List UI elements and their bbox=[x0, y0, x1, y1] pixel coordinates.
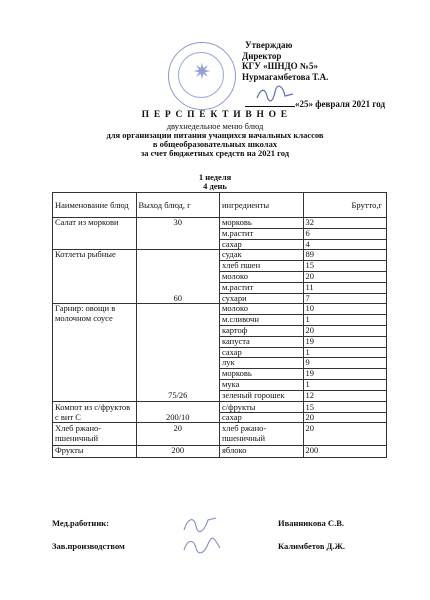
ingredient-gross: 4 bbox=[303, 239, 387, 250]
ingredient-name: судак bbox=[220, 250, 304, 261]
ingredient-name: хлеб ржано-пшеничный bbox=[220, 423, 304, 446]
approval-line-1: Утверждаю bbox=[245, 40, 293, 50]
dish-yield: 75/26 bbox=[136, 304, 220, 401]
ingredient-gross: 9 bbox=[303, 358, 387, 369]
ingredient-gross: 19 bbox=[303, 369, 387, 380]
header-dish: Наименование блюд bbox=[53, 193, 137, 218]
dish-name: Компот из с/фруктов с вит С bbox=[53, 401, 137, 423]
dish-name: Котлеты рыбные bbox=[53, 250, 137, 304]
ingredient-gross: 11 bbox=[303, 282, 387, 293]
dish-yield: 20 bbox=[136, 423, 220, 446]
menu-table bbox=[52, 192, 387, 458]
med-worker-name: Иванникова С.В. bbox=[278, 518, 344, 528]
ingredient-name: зеленый горошек bbox=[220, 390, 304, 401]
ingredient-name: молоко bbox=[220, 271, 304, 282]
table-row bbox=[53, 250, 387, 261]
table-row bbox=[53, 423, 387, 446]
ingredient-gross: 20 bbox=[303, 325, 387, 336]
document-subtitle-4: за счет бюджетных средств на 2021 год bbox=[140, 148, 290, 158]
week-label: 1 неделя bbox=[198, 172, 232, 182]
dish-yield: 200/10 bbox=[136, 401, 220, 423]
med-worker-signature bbox=[180, 512, 220, 536]
ingredient-gross: 1 bbox=[303, 347, 387, 358]
ingredient-name: картоф bbox=[220, 325, 304, 336]
ingredient-gross: 6 bbox=[303, 228, 387, 239]
menu-table-body bbox=[53, 218, 387, 458]
ingredient-name: м.растит bbox=[220, 282, 304, 293]
header-ingredients: ингредиенты bbox=[220, 193, 304, 218]
approval-block bbox=[242, 40, 328, 82]
ingredient-name: сахар bbox=[220, 347, 304, 358]
dish-name: Салат из моркови bbox=[53, 218, 137, 250]
approval-date-text: «25» февраля 2021 год bbox=[295, 99, 385, 109]
ingredient-gross: 1 bbox=[303, 315, 387, 326]
document-title: П Е Р С П Е К Т И В Н О Е bbox=[141, 110, 289, 120]
production-head-label: Зав.производством bbox=[52, 541, 125, 551]
table-header-row bbox=[53, 193, 387, 218]
ingredient-name: лук bbox=[220, 358, 304, 369]
ingredient-gross: 89 bbox=[303, 250, 387, 261]
ingredient-name: м.растит bbox=[220, 228, 304, 239]
document-subtitle-3: в общеобразовательных школах bbox=[152, 139, 278, 149]
approval-line-4: Нурмагамбетова Т.А. bbox=[242, 71, 329, 82]
seal-emblem-icon: ✷ bbox=[192, 60, 212, 85]
ingredient-gross: 200 bbox=[303, 446, 387, 458]
med-worker-label: Мед.работник: bbox=[52, 518, 109, 528]
ingredient-name: мука bbox=[220, 379, 304, 390]
ingredient-gross: 15 bbox=[303, 401, 387, 412]
document-subtitle-2: для организации питания учащихся начальных классов bbox=[106, 130, 324, 140]
approval-date bbox=[245, 98, 385, 109]
table-row bbox=[53, 304, 387, 315]
dish-yield: 60 bbox=[136, 250, 220, 304]
table-row bbox=[53, 446, 387, 458]
official-seal bbox=[168, 42, 236, 110]
ingredient-name: хлеб пшен bbox=[220, 261, 304, 272]
ingredient-gross: 19 bbox=[303, 336, 387, 347]
table-row bbox=[53, 401, 387, 412]
ingredient-gross: 20 bbox=[303, 412, 387, 423]
ingredient-gross: 10 bbox=[303, 304, 387, 315]
day-label: 4 день bbox=[203, 181, 227, 191]
approval-line-3: КГУ «ШНДО №5» bbox=[242, 61, 318, 71]
ingredient-gross: 15 bbox=[303, 261, 387, 272]
date-underline bbox=[245, 98, 295, 107]
ingredient-name: капуста bbox=[220, 336, 304, 347]
ingredient-name: морковь bbox=[220, 218, 304, 229]
ingredient-name: м.сливочн bbox=[220, 315, 304, 326]
dish-name: Гарнир: овощи в молочном соусе bbox=[53, 304, 137, 401]
ingredient-name: сахар bbox=[220, 412, 304, 423]
ingredient-gross: 20 bbox=[303, 423, 387, 446]
dish-yield: 30 bbox=[136, 218, 220, 250]
header-gross: Брутто,г bbox=[303, 193, 387, 218]
ingredient-name: сухари bbox=[220, 293, 304, 304]
ingredient-gross: 12 bbox=[303, 390, 387, 401]
dish-yield: 200 bbox=[136, 446, 220, 458]
ingredient-gross: 32 bbox=[303, 218, 387, 229]
ingredient-gross: 7 bbox=[303, 293, 387, 304]
ingredient-name: сахар bbox=[220, 239, 304, 250]
document-subtitle-1: двухнедельное меню блюд bbox=[166, 121, 264, 131]
ingredient-name: с/фрукты bbox=[220, 401, 304, 412]
dish-name: Хлеб ржано-пшеничный bbox=[53, 423, 137, 446]
table-row bbox=[53, 218, 387, 229]
ingredient-gross: 20 bbox=[303, 271, 387, 282]
ingredient-gross: 1 bbox=[303, 379, 387, 390]
production-head-name: Калимбетов Д.Ж. bbox=[278, 541, 346, 551]
ingredient-name: яблоко bbox=[220, 446, 304, 458]
ingredient-name: молоко bbox=[220, 304, 304, 315]
header-yield: Выход блюд, г bbox=[136, 193, 220, 218]
approval-line-2: Директор bbox=[242, 50, 282, 61]
production-head-signature bbox=[182, 534, 222, 558]
ingredient-name: морковь bbox=[220, 369, 304, 380]
dish-name: Фрукты bbox=[53, 446, 137, 458]
